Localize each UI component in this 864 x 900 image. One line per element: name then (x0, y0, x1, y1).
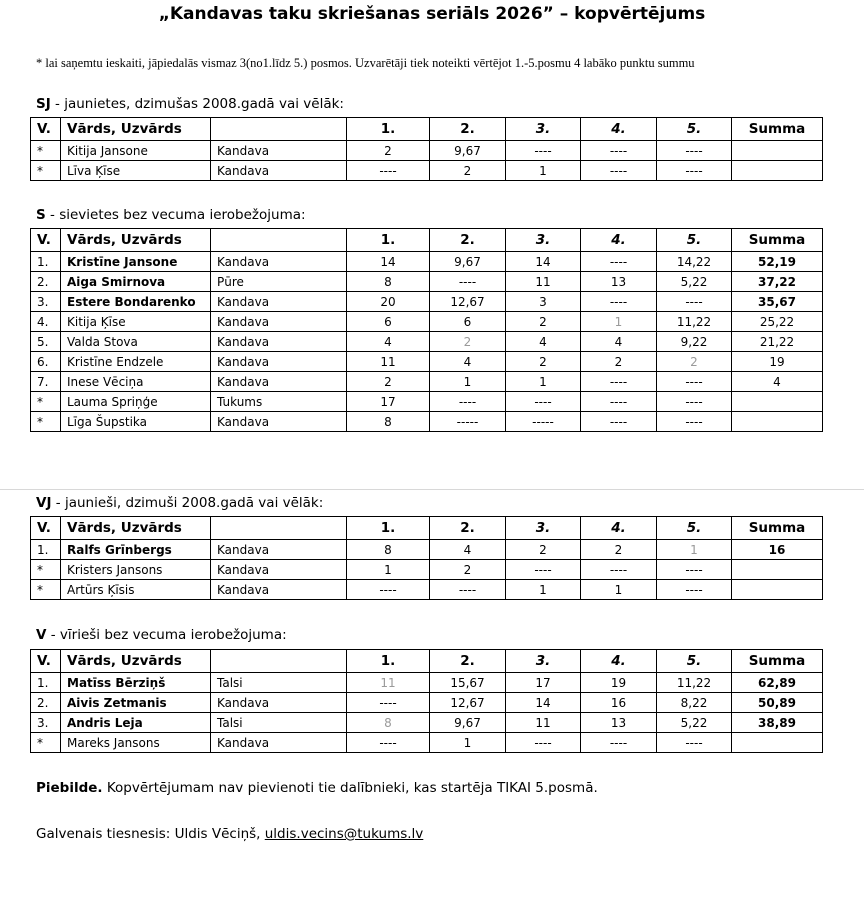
cell-p5: 11,22 (657, 673, 732, 693)
header-p1: 1. (347, 517, 430, 540)
cell-sum: 52,19 (732, 252, 823, 272)
cell-name: Kristers Jansons (61, 560, 211, 580)
table-row (31, 141, 823, 161)
cell-p1: ---- (347, 161, 430, 181)
cell-name: Aiga Smirnova (61, 272, 211, 292)
cell-p2: 2 (430, 161, 506, 181)
cell-name: Kristīne Endzele (61, 352, 211, 372)
cell-p4: 4 (581, 332, 657, 352)
cell-p3: 11 (506, 272, 581, 292)
group-code: V (36, 627, 47, 643)
header-p5: 5. (657, 229, 732, 252)
cell-p3: 2 (506, 352, 581, 372)
header-p4: 4. (581, 118, 657, 141)
cell-p3: ---- (506, 733, 581, 753)
cell-p5: ---- (657, 412, 732, 432)
cell-v: * (31, 412, 61, 432)
cell-p4: ---- (581, 560, 657, 580)
cell-sum: 37,22 (732, 272, 823, 292)
cell-name: Matīss Bērziņš (61, 673, 211, 693)
cell-name: Valda Stova (61, 332, 211, 352)
header-club (211, 517, 347, 540)
cell-p5: 5,22 (657, 713, 732, 733)
cell-v: * (31, 392, 61, 412)
results-table-v (30, 649, 823, 753)
table-row (31, 560, 823, 580)
cell-club: Talsi (211, 713, 347, 733)
cell-p5: 9,22 (657, 332, 732, 352)
cell-p4: ---- (581, 141, 657, 161)
header-p3: 3. (506, 650, 581, 673)
table-row (31, 693, 823, 713)
cell-p5: ---- (657, 161, 732, 181)
cell-p4: 13 (581, 272, 657, 292)
cell-p3: 14 (506, 693, 581, 713)
header-sum: Summa (732, 118, 823, 141)
cell-v: * (31, 560, 61, 580)
cell-p3: ---- (506, 560, 581, 580)
cell-v: * (31, 580, 61, 600)
cell-club: Kandava (211, 540, 347, 560)
header-name: Vārds, Uzvārds (61, 517, 211, 540)
cell-v: 1. (31, 540, 61, 560)
cell-sum (732, 580, 823, 600)
page-divider (0, 489, 864, 490)
cell-sum: 50,89 (732, 693, 823, 713)
table-row (31, 392, 823, 412)
table-row (31, 332, 823, 352)
cell-p1: 20 (347, 292, 430, 312)
table-row (31, 292, 823, 312)
cell-p5: 14,22 (657, 252, 732, 272)
cell-name: Estere Bondarenko (61, 292, 211, 312)
cell-v: 5. (31, 332, 61, 352)
table-row (31, 412, 823, 432)
judge-email-link[interactable]: uldis.vecins@tukums.lv (264, 826, 424, 842)
table-row (31, 312, 823, 332)
cell-sum: 25,22 (732, 312, 823, 332)
cell-p1: ---- (347, 733, 430, 753)
cell-name: Līga Šupstika (61, 412, 211, 432)
group-code: SJ (36, 96, 51, 112)
cell-p2: 2 (430, 560, 506, 580)
cell-p2: 12,67 (430, 693, 506, 713)
cell-p4: ---- (581, 292, 657, 312)
group-heading-vj (36, 495, 323, 511)
header-p3: 3. (506, 118, 581, 141)
cell-p5: ---- (657, 560, 732, 580)
table-header-row (31, 229, 823, 252)
cell-p1: 8 (347, 272, 430, 292)
cell-v: * (31, 141, 61, 161)
cell-club: Kandava (211, 372, 347, 392)
cell-p4: 16 (581, 693, 657, 713)
cell-p4: ---- (581, 412, 657, 432)
chief-judge-label: Galvenais tiesnesis: Uldis Vēciņš, (36, 826, 265, 842)
header-club (211, 650, 347, 673)
cell-v: 1. (31, 252, 61, 272)
cell-club: Kandava (211, 161, 347, 181)
footnote-label: Piebilde. (36, 780, 103, 796)
header-p4: 4. (581, 517, 657, 540)
cell-p5: ---- (657, 372, 732, 392)
cell-p3: ---- (506, 141, 581, 161)
header-p1: 1. (347, 118, 430, 141)
footnote (36, 780, 598, 796)
cell-p1: 14 (347, 252, 430, 272)
cell-sum (732, 392, 823, 412)
cell-p3: ---- (506, 392, 581, 412)
group-description: - sievietes bez vecuma ierobežojuma: (45, 207, 306, 223)
table-row (31, 161, 823, 181)
header-p1: 1. (347, 229, 430, 252)
cell-p1: 8 (347, 713, 430, 733)
cell-p5: ---- (657, 392, 732, 412)
cell-p5: 5,22 (657, 272, 732, 292)
cell-p2: 9,67 (430, 252, 506, 272)
cell-sum: 16 (732, 540, 823, 560)
cell-p3: 1 (506, 372, 581, 392)
header-p1: 1. (347, 650, 430, 673)
cell-club: Talsi (211, 673, 347, 693)
cell-v: 6. (31, 352, 61, 372)
table-header-row (31, 650, 823, 673)
cell-name: Kitija Jansone (61, 141, 211, 161)
cell-p1: 17 (347, 392, 430, 412)
cell-p4: ---- (581, 733, 657, 753)
cell-sum (732, 733, 823, 753)
cell-p2: 2 (430, 332, 506, 352)
cell-p4: ---- (581, 372, 657, 392)
footnote-text: Kopvērtējumam nav pievienoti tie dalībnieki, kas startēja TIKAI 5.posmā. (102, 780, 598, 796)
header-p5: 5. (657, 650, 732, 673)
cell-p3: 3 (506, 292, 581, 312)
header-club (211, 118, 347, 141)
cell-p2: 9,67 (430, 713, 506, 733)
cell-sum: 35,67 (732, 292, 823, 312)
cell-p5: ---- (657, 292, 732, 312)
header-v: V. (31, 517, 61, 540)
header-p4: 4. (581, 650, 657, 673)
cell-p4: 1 (581, 580, 657, 600)
header-sum: Summa (732, 517, 823, 540)
cell-p4: 13 (581, 713, 657, 733)
cell-sum: 21,22 (732, 332, 823, 352)
table-header-row (31, 517, 823, 540)
cell-p3: 14 (506, 252, 581, 272)
cell-v: 1. (31, 673, 61, 693)
table-row (31, 372, 823, 392)
cell-p2: 6 (430, 312, 506, 332)
cell-club: Kandava (211, 412, 347, 432)
header-v: V. (31, 229, 61, 252)
cell-v: * (31, 733, 61, 753)
cell-sum: 38,89 (732, 713, 823, 733)
cell-p3: 2 (506, 540, 581, 560)
cell-p4: 19 (581, 673, 657, 693)
table-header-row (31, 118, 823, 141)
cell-sum: 19 (732, 352, 823, 372)
cell-p5: ---- (657, 580, 732, 600)
cell-p1: 1 (347, 560, 430, 580)
cell-club: Tukums (211, 392, 347, 412)
group-description: - jaunietes, dzimušas 2008.gadā vai vēlāk: (50, 96, 344, 112)
header-v: V. (31, 650, 61, 673)
group-description: - jaunieši, dzimuši 2008.gadā vai vēlāk: (51, 495, 324, 511)
cell-sum (732, 412, 823, 432)
cell-club: Kandava (211, 332, 347, 352)
cell-name: Lauma Spriņģe (61, 392, 211, 412)
results-table-vj (30, 516, 823, 600)
cell-p4: ---- (581, 392, 657, 412)
group-heading-s (36, 207, 306, 223)
table-row (31, 272, 823, 292)
cell-p4: 2 (581, 540, 657, 560)
chief-judge (36, 826, 423, 842)
cell-v: 2. (31, 272, 61, 292)
cell-p4: ---- (581, 161, 657, 181)
table-row (31, 713, 823, 733)
cell-p1: 11 (347, 352, 430, 372)
header-p2: 2. (430, 229, 506, 252)
cell-p1: 11 (347, 673, 430, 693)
cell-p3: 17 (506, 673, 581, 693)
cell-v: 3. (31, 713, 61, 733)
cell-sum (732, 141, 823, 161)
header-p4: 4. (581, 229, 657, 252)
cell-p3: 1 (506, 161, 581, 181)
table-row (31, 733, 823, 753)
header-p3: 3. (506, 517, 581, 540)
cell-p5: ---- (657, 733, 732, 753)
cell-p2: ---- (430, 580, 506, 600)
cell-p5: 2 (657, 352, 732, 372)
header-p2: 2. (430, 650, 506, 673)
cell-sum (732, 560, 823, 580)
group-description: - vīrieši bez vecuma ierobežojuma: (46, 627, 287, 643)
header-name: Vārds, Uzvārds (61, 118, 211, 141)
cell-club: Kandava (211, 141, 347, 161)
cell-club: Kandava (211, 352, 347, 372)
cell-name: Andris Leja (61, 713, 211, 733)
cell-club: Kandava (211, 560, 347, 580)
cell-sum: 62,89 (732, 673, 823, 693)
table-row (31, 252, 823, 272)
cell-p4: ---- (581, 252, 657, 272)
cell-name: Kitija Ķīse (61, 312, 211, 332)
cell-v: * (31, 161, 61, 181)
cell-p1: 8 (347, 412, 430, 432)
table-row (31, 540, 823, 560)
cell-p2: ---- (430, 392, 506, 412)
cell-v: 2. (31, 693, 61, 713)
cell-p2: 1 (430, 372, 506, 392)
cell-p2: 15,67 (430, 673, 506, 693)
cell-club: Kandava (211, 292, 347, 312)
cell-p3: ----- (506, 412, 581, 432)
group-heading-sj (36, 96, 344, 112)
cell-p4: 1 (581, 312, 657, 332)
header-name: Vārds, Uzvārds (61, 650, 211, 673)
header-p5: 5. (657, 118, 732, 141)
cell-name: Līva Ķīse (61, 161, 211, 181)
header-p2: 2. (430, 118, 506, 141)
cell-club: Kandava (211, 580, 347, 600)
cell-sum: 4 (732, 372, 823, 392)
cell-name: Inese Vēciņa (61, 372, 211, 392)
cell-p2: 4 (430, 352, 506, 372)
cell-club: Pūre (211, 272, 347, 292)
table-row (31, 352, 823, 372)
cell-p2: 9,67 (430, 141, 506, 161)
cell-p1: 2 (347, 141, 430, 161)
cell-club: Kandava (211, 312, 347, 332)
rules-note: * lai saņemtu ieskaiti, jāpiedalās vismaz 3(no1.līdz 5.) posmos. Uzvarētāji tiek noteikti vērtējot 1.-5.posmu 4 labāko punktu summu (36, 56, 695, 70)
document-title: „Kandavas taku skriešanas seriāls 2026” – kopvērtējums (158, 4, 706, 24)
cell-v: 4. (31, 312, 61, 332)
results-table-s (30, 228, 823, 432)
results-table-sj (30, 117, 823, 181)
cell-club: Kandava (211, 252, 347, 272)
cell-p5: 1 (657, 540, 732, 560)
header-sum: Summa (732, 650, 823, 673)
header-p5: 5. (657, 517, 732, 540)
cell-p1: 8 (347, 540, 430, 560)
cell-name: Mareks Jansons (61, 733, 211, 753)
group-code: S (36, 207, 46, 223)
cell-p1: 6 (347, 312, 430, 332)
cell-p3: 2 (506, 312, 581, 332)
header-club (211, 229, 347, 252)
cell-p3: 11 (506, 713, 581, 733)
cell-p5: 8,22 (657, 693, 732, 713)
cell-sum (732, 161, 823, 181)
cell-p2: 12,67 (430, 292, 506, 312)
group-heading-v (36, 627, 287, 643)
cell-p2: 1 (430, 733, 506, 753)
cell-club: Kandava (211, 693, 347, 713)
cell-p5: ---- (657, 141, 732, 161)
header-v: V. (31, 118, 61, 141)
header-p2: 2. (430, 517, 506, 540)
cell-p3: 1 (506, 580, 581, 600)
cell-p2: ----- (430, 412, 506, 432)
table-row (31, 580, 823, 600)
cell-p1: ---- (347, 693, 430, 713)
cell-name: Artūrs Ķīsis (61, 580, 211, 600)
cell-name: Ralfs Grīnbergs (61, 540, 211, 560)
header-name: Vārds, Uzvārds (61, 229, 211, 252)
cell-name: Aivis Zetmanis (61, 693, 211, 713)
cell-v: 7. (31, 372, 61, 392)
cell-name: Kristīne Jansone (61, 252, 211, 272)
cell-p2: ---- (430, 272, 506, 292)
table-row (31, 673, 823, 693)
header-p3: 3. (506, 229, 581, 252)
cell-p1: 4 (347, 332, 430, 352)
cell-p4: 2 (581, 352, 657, 372)
group-code: VJ (36, 495, 52, 511)
cell-p1: 2 (347, 372, 430, 392)
cell-p2: 4 (430, 540, 506, 560)
cell-p3: 4 (506, 332, 581, 352)
header-sum: Summa (732, 229, 823, 252)
cell-club: Kandava (211, 733, 347, 753)
cell-p5: 11,22 (657, 312, 732, 332)
cell-v: 3. (31, 292, 61, 312)
cell-p1: ---- (347, 580, 430, 600)
